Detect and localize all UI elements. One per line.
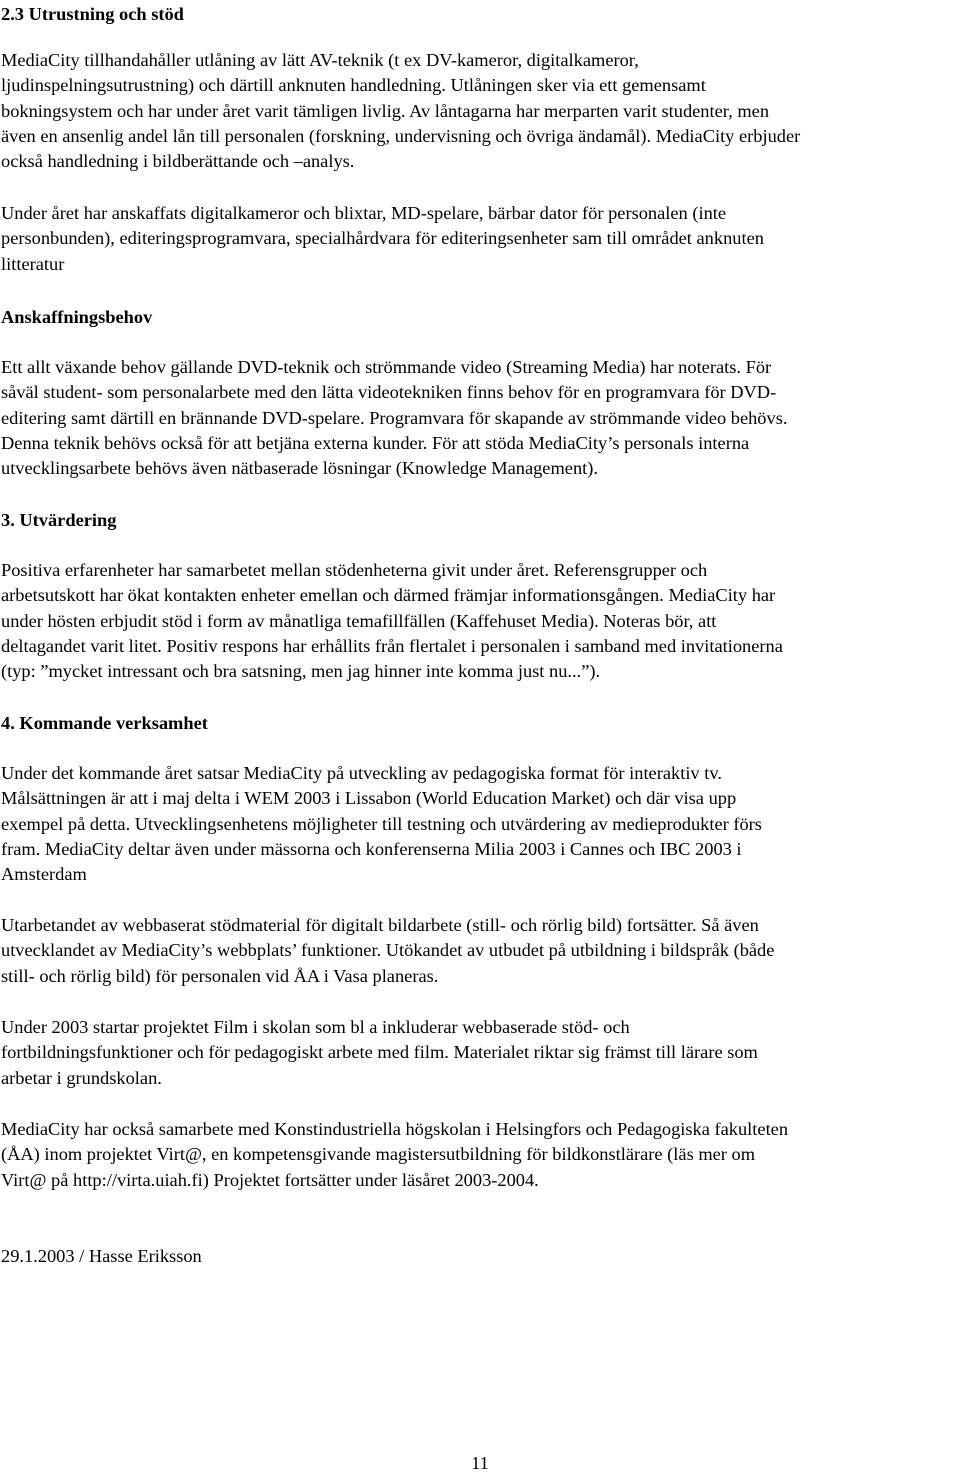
text-line: personbunden), editeringsprogramvara, specialhårdvara för editeringsenheter sam till området anknuten — [1, 228, 764, 249]
text-line: Amsterdam — [1, 864, 87, 885]
text-line: (typ: ”mycket intressant och bra satsning, men jag hinner inte komma just nu...”). — [1, 661, 601, 682]
text-line: Utarbetandet av webbaserat stödmaterial för digitalt bildarbete (still- och rörlig bild) fortsätter. Så även — [1, 915, 759, 935]
text-line: Denna teknik behövs också för att betjäna externa kunder. För att stöda MediaCity’s personals interna — [1, 432, 750, 453]
text-line: även en ansenlig andel lån till personalen (forskning, undervisning och övriga ändamål). MediaCity erbjuder — [1, 125, 801, 146]
text-line: litteratur — [1, 253, 65, 274]
text-line: utvecklingsarbete behövs även nätbaserade lösningar (Knowledge Management). — [1, 458, 598, 479]
text-line: Virt@ på http://virta.uiah.fi) Projektet fortsätter under läsåret 2003-2004. — [1, 1169, 539, 1190]
text-line: Ett allt växande behov gällande DVD-teknik och strömmande video (Streaming Media) har noterats. För — [1, 357, 772, 377]
section-heading-utrustning: 2.3 Utrustning och stöd — [1, 4, 184, 24]
paragraph-film-i-skolan — [1, 1015, 953, 1091]
text-line: Positiva erfarenheter har samarbetet mellan stödenheterna givit under året. Referensgrupper och — [1, 560, 708, 580]
sub-heading-anskaffningsbehov: Anskaffningsbehov — [1, 307, 153, 327]
paragraph-anskaffats — [1, 201, 953, 277]
text-line: såväl student- som personalarbete med den lätta videotekniken finns behov för en programvara för DVD- — [1, 382, 777, 403]
text-line: bokningsystem och har under året varit tämligen livlig. Av låntagarna har merparten varit studenter, men — [1, 100, 770, 121]
text-line: fram. MediaCity deltar även under mässorna och konferenserna Milia 2003 i Cannes och IBC 2003 i — [1, 838, 742, 859]
text-line: still- och rörlig bild) för personalen vid ÅA i Vasa planeras. — [1, 965, 439, 986]
text-line: arbetsutskott har ökat kontakten enheter emellan och därmed främjar informationsgången. MediaCity har — [1, 585, 776, 606]
paragraph-utlaning — [1, 48, 953, 174]
text-line: Under det kommande året satsar MediaCity på utveckling av pedagogiska format för interaktiv tv. — [1, 763, 722, 783]
paragraph-interaktiv-tv — [1, 761, 953, 887]
text-line: MediaCity har också samarbete med Konstindustriella högskolan i Helsingfors och Pedagogiska fakulteten — [1, 1119, 789, 1139]
heading-utvardering: 3. Utvärdering — [1, 510, 117, 530]
text-line: editering samt därtill en brännande DVD-spelare. Programvara för skapande av strömmande video behövs. — [1, 407, 788, 428]
text-line: arbetar i grundskolan. — [1, 1067, 162, 1088]
text-line: MediaCity tillhandahåller utlåning av lätt AV-teknik (t ex DV-kameror, digitalkameror, — [1, 50, 639, 70]
text-line: Målsättningen är att i maj delta i WEM 2003 i Lissabon (World Education Market) och där visa upp — [1, 788, 737, 809]
text-line: Under 2003 startar projektet Film i skolan som bl a inkluderar webbaserade stöd- och — [1, 1017, 630, 1037]
heading-kommande-verksamhet: 4. Kommande verksamhet — [1, 713, 208, 733]
text-line: ljudinspelningsutrustning) och därtill anknuten handledning. Utlåningen sker via ett gemensamt — [1, 75, 706, 96]
page-number: 11 — [471, 1453, 489, 1473]
text-line: exempel på detta. Utvecklingsenhetens möjligheter till testning och utvärdering av medieprodukter förs — [1, 813, 762, 834]
text-line: Under året har anskaffats digitalkameror och blixtar, MD-spelare, bärbar dator för personalen (inte — [1, 203, 727, 223]
text-line: också handledning i bildberättande och –analys. — [1, 151, 355, 172]
text-line: deltagandet varit litet. Positiv respons har erhållits från flertalet i personalen i samband med invitationerna — [1, 635, 783, 656]
paragraph-erfarenheter — [1, 558, 953, 684]
text-line: (ÅA) inom projektet Virt@, en kompetensgivande magistersutbildning för bildkonstlärare (läs mer om — [1, 1144, 756, 1165]
paragraph-stodmaterial — [1, 913, 953, 989]
paragraph-virta — [1, 1117, 953, 1193]
text-line: under hösten erbjudit stöd i form av månatliga temafillfällen (Kaffehuset Media). Noteras bör, att — [1, 610, 717, 631]
text-line: fortbildningsfunktioner och för pedagogiskt arbete med film. Materialet riktar sig främst till lärare som — [1, 1042, 758, 1063]
paragraph-dvd-teknik — [1, 355, 953, 481]
signature-line: 29.1.2003 / Hasse Eriksson — [1, 1246, 202, 1266]
text-line: utvecklandet av MediaCity’s webbplats’ funktioner. Utökandet av utbudet på utbildning i bildspråk (både — [1, 940, 775, 961]
